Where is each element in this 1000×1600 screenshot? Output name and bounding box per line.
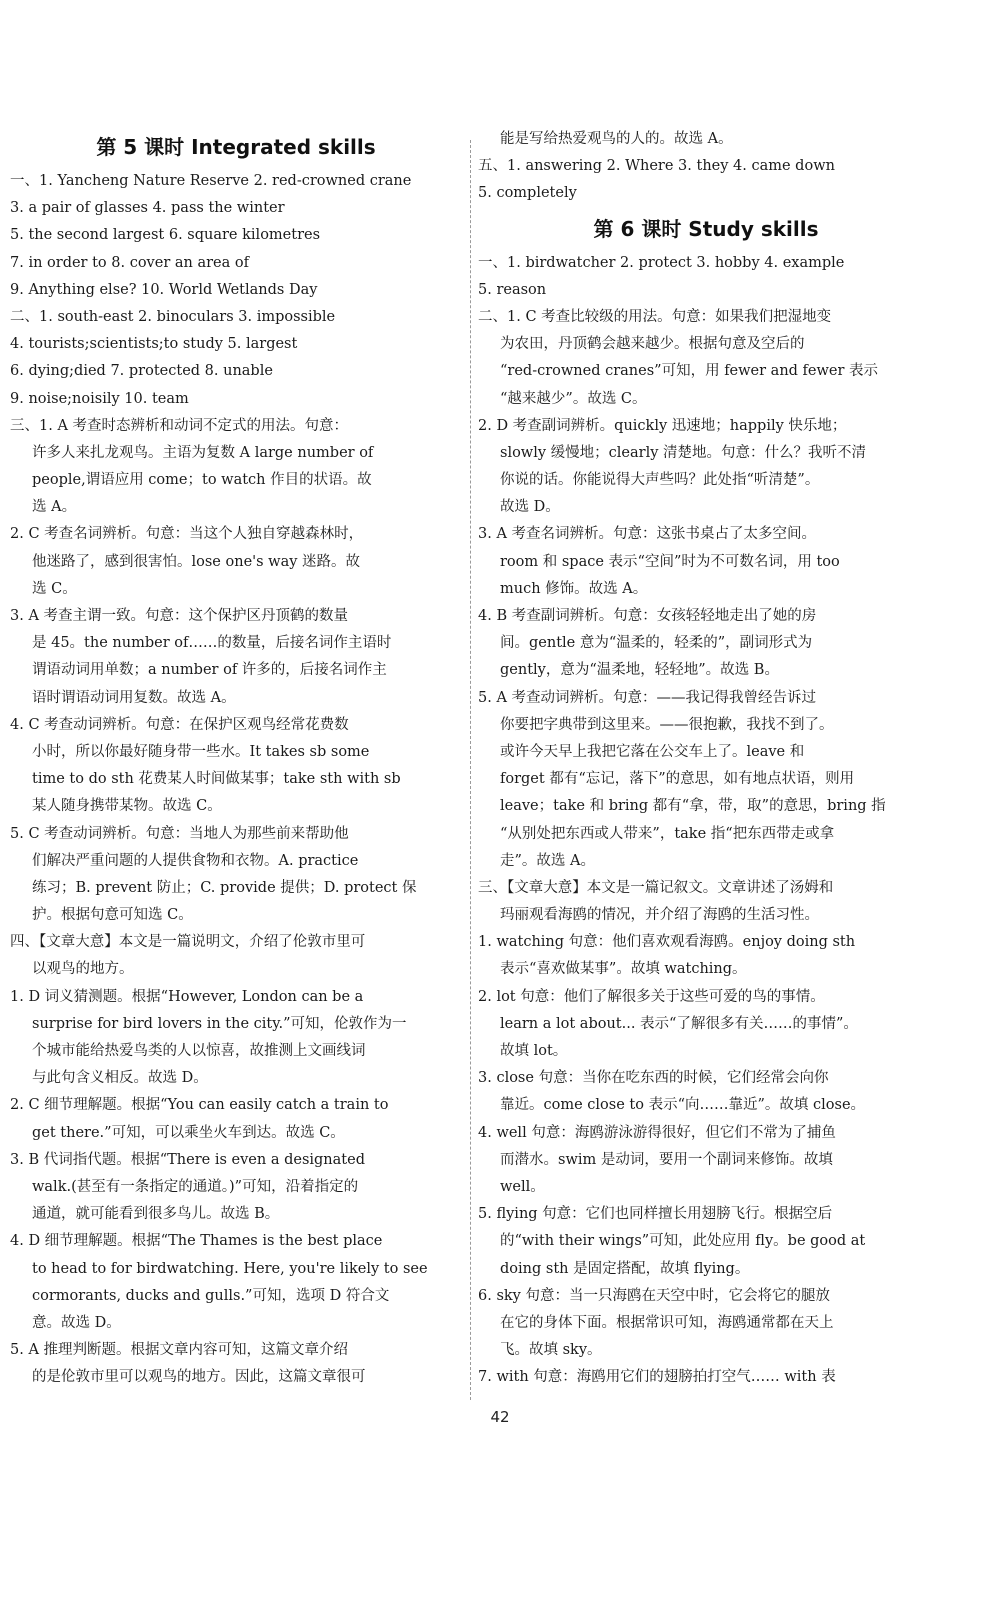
answer-line: 一、1. birdwatcher 2. protect 3. hobby 4. example <box>478 254 845 271</box>
answer-line: 或许今天早上我把它落在公交车上了。leave 和 <box>500 743 805 760</box>
answer-line: 练习；B. prevent 防止；C. provide 提供；D. protect 保 <box>32 879 417 896</box>
answer-line: 4. D 细节理解题。根据“The Thames is the best place <box>10 1233 383 1250</box>
answer-line: 故选 D。 <box>500 499 560 516</box>
answer-line: 而潜水。swim 是动词，要用一个副词来修饰。故填 <box>500 1151 833 1168</box>
answer-line: 是 45。the number of……的数量，后接名词作主语时 <box>32 635 392 652</box>
answer-line: 通道，就可能看到很多鸟儿。故选 B。 <box>32 1206 280 1223</box>
answer-line: 在它的身体下面。根据常识可知，海鸥通常都在天上 <box>500 1314 834 1331</box>
answer-line: 三、1. A 考查时态辨析和动词不定式的用法。句意： <box>10 417 349 434</box>
answer-line: 以观鸟的地方。 <box>32 961 134 978</box>
answer-line: 四、【文章大意】本文是一篇说明文，介绍了伦敦市里可 <box>10 934 366 951</box>
answer-line: 1. D 词义猜测题。根据“However, London can be a <box>10 988 364 1005</box>
answer-line: 4. tourists;scientists;to study 5. largest <box>10 336 298 353</box>
answer-line: 2. lot 句意：他们了解很多关于这些可爱的鸟的事情。 <box>478 988 825 1005</box>
answer-line: 三、【文章大意】本文是一篇记叙文。文章讲述了汤姆和 <box>478 879 834 896</box>
answer-line: 3. A 考查主谓一致。句意：这个保护区丹顶鹤的数量 <box>10 608 349 624</box>
answer-line: 小时，所以你最好随身带一些水。It takes sb some <box>32 743 370 760</box>
answer-line: 为农田，丹顶鹤会越来越少。根据句意及空后的 <box>500 336 805 353</box>
left-column <box>10 126 462 1391</box>
answer-line: 5. completely <box>478 185 577 202</box>
answer-line: 靠近。come close to 表示“向……靠近”。故填 close。 <box>500 1097 866 1114</box>
answer-line: 的“with their wings”可知，此处应用 fly。be good at <box>500 1233 866 1250</box>
right-answer-lines <box>478 250 934 1392</box>
page-number: 42 <box>490 1408 510 1426</box>
answer-line: much 修饰。故选 A。 <box>500 580 648 597</box>
answer-line: 能是写给热爱观鸟的人的。故选 A。 <box>500 131 733 147</box>
answer-line: get there.”可知，可以乘坐火车到达。故选 C。 <box>32 1124 345 1141</box>
answer-line: 9. Anything else? 10. World Wetlands Day <box>10 281 318 298</box>
answer-line: 许多人来扎龙观鸟。主语为复数 A large number of <box>32 444 374 461</box>
answer-line: 5. flying 句意：它们也同样擅长用翅膀飞行。根据空后 <box>478 1206 833 1223</box>
answer-line: leave；take 和 bring 都有“拿，带，取”的意思，bring 指 <box>500 798 886 815</box>
answer-line: 护。根据句意可知选 C。 <box>32 907 193 924</box>
answer-line: 7. with 句意：海鸥用它们的翅膀拍打空气…… with 表 <box>478 1369 836 1386</box>
answer-line: 1. watching 句意：他们喜欢观看海鸥。enjoy doing sth <box>478 934 856 951</box>
answer-line: 选 C。 <box>32 580 77 597</box>
answer-line: 2. C 细节理解题。根据“You can easily catch a train to <box>10 1097 389 1114</box>
answer-line: cormorants, ducks and gulls.”可知，选项 D 符合文 <box>32 1287 390 1304</box>
answer-line: 9. noise;noisily 10. team <box>10 390 189 407</box>
answer-line: forget 都有“忘记，落下”的意思，如有地点状语，则用 <box>500 771 855 788</box>
answer-line: 5. A 推理判断题。根据文章内容可知，这篇文章介绍 <box>10 1342 349 1359</box>
answer-line: 3. A 考查名词辨析。句意：这张书桌占了太多空间。 <box>478 526 817 543</box>
answer-line: 3. a pair of glasses 4. pass the winter <box>10 200 285 217</box>
answer-line: 3. B 代词指代题。根据“There is even a designated <box>10 1151 365 1168</box>
answer-line: 7. in order to 8. cover an area of <box>10 254 249 271</box>
answer-line: 二、1. C 考查比较级的用法。句意：如果我们把湿地变 <box>478 308 832 325</box>
answer-line: room 和 space 表示“空间”时为不可数名词，用 too <box>500 553 840 570</box>
answer-line: 4. B 考查副词辨析。句意：女孩轻轻地走出了她的房 <box>478 608 817 624</box>
answer-line: “从别处把东西或人带来”，take 指“把东西带走或拿 <box>500 825 835 842</box>
lesson-6-heading: 第 6 课时 Study skills <box>593 216 819 241</box>
answer-line: time to do sth 花费某人时间做某事；take sth with sb <box>32 771 401 788</box>
left-answer-lines <box>10 168 462 1391</box>
answer-line: 五、1. answering 2. Where 3. they 4. came down <box>478 158 835 175</box>
answer-line: gently，意为“温柔地，轻轻地”。故选 B。 <box>500 662 779 679</box>
answer-line: 2. D 考查副词辨析。quickly 迅速地；happily 快乐地； <box>478 417 847 434</box>
answer-line: 你说的话。你能说得大声些吗？此处指“听清楚”。 <box>500 472 820 489</box>
answer-line: 5. the second largest 6. square kilometres <box>10 227 321 244</box>
answer-line: 表示“喜欢做某事”。故填 watching。 <box>500 961 747 978</box>
watermark-logo <box>790 1522 990 1594</box>
answer-line: 语时谓语动词用复数。故选 A。 <box>32 689 236 706</box>
answer-line: 飞。故填 sky。 <box>500 1342 602 1359</box>
answer-line: learn a lot about... 表示“了解很多有关……的事情”。 <box>500 1015 858 1032</box>
answer-line: well。 <box>500 1178 545 1195</box>
answer-line: 间。gentle 意为“温柔的，轻柔的”，副词形式为 <box>500 635 813 652</box>
answer-line: 意。故选 D。 <box>32 1314 121 1331</box>
answer-line: 他迷路了，感到很害怕。lose one's way 迷路。故 <box>32 553 361 570</box>
answer-line: people,谓语应用 come；to watch 作目的状语。故 <box>32 472 372 489</box>
answer-line: 们解决严重问题的人提供食物和衣物。A. practice <box>32 852 359 869</box>
answer-line: 走”。故选 A。 <box>500 852 595 869</box>
answer-line: 二、1. south-east 2. binoculars 3. impossible <box>10 308 336 325</box>
answer-line: 4. C 考查动词辨析。句意：在保护区观鸟经常花费数 <box>10 716 349 733</box>
answer-line: “red-crowned cranes”可知，用 fewer and fewer 表示 <box>500 363 879 380</box>
answer-line: 5. A 考查动词辨析。句意：——我记得我曾经告诉过 <box>478 689 817 706</box>
answer-line: 玛丽观看海鸥的情况，并介绍了海鸥的生活习性。 <box>500 907 819 924</box>
lesson-5-heading: 第 5 课时 Integrated skills <box>96 135 376 159</box>
answer-line: 故填 lot。 <box>500 1043 568 1059</box>
answer-line: 6. dying;died 7. protected 8. unable <box>10 363 273 380</box>
answer-line: 5. reason <box>478 281 547 298</box>
answer-line: 一、1. Yancheng Nature Reserve 2. red-crowned crane <box>10 173 412 189</box>
answer-line: to head to for birdwatching. Here, you're likely to see <box>32 1260 428 1277</box>
answer-line: 个城市能给热爱鸟类的人以惊喜，故推测上文画线词 <box>32 1043 366 1059</box>
answer-line: 选 A。 <box>32 499 77 516</box>
answer-line: 与此句含义相反。故选 D。 <box>32 1070 208 1087</box>
answer-line: 你要把字典带到这里来。——很抱歉，我找不到了。 <box>500 716 834 733</box>
right-column <box>478 126 934 1391</box>
answer-line: 5. C 考查动词辨析。句意：当地人为那些前来帮助他 <box>10 825 349 842</box>
answer-line: walk.(甚至有一条指定的通道。)”可知，沿着指定的 <box>32 1178 359 1195</box>
column-divider <box>470 140 471 1400</box>
answer-line: 谓语动词用单数；a number of 许多的，后接名词作主 <box>32 662 387 679</box>
answer-line: 6. sky 句意：当一只海鸥在天空中时，它会将它的腿放 <box>478 1287 830 1304</box>
answer-line: doing sth 是固定搭配，故填 flying。 <box>500 1260 750 1277</box>
answer-line: 某人随身携带某物。故选 C。 <box>32 798 222 815</box>
answer-line: slowly 缓慢地；clearly 清楚地。句意：什么？我听不清 <box>500 444 867 461</box>
answer-line: 的是伦敦市里可以观鸟的地方。因此，这篇文章很可 <box>32 1369 366 1386</box>
answer-line: surprise for bird lovers in the city.”可知，伦敦作为一 <box>32 1015 407 1032</box>
answer-line: “越来越少”。故选 C。 <box>500 390 647 407</box>
answer-line: 2. C 考查名词辨析。句意：当这个人独自穿越森林时， <box>10 526 364 543</box>
answer-line: 3. close 句意：当你在吃东西的时候，它们经常会向你 <box>478 1070 829 1087</box>
answer-line: 4. well 句意：海鸥游泳游得很好，但它们不常为了捕鱼 <box>478 1124 836 1141</box>
right-continuation-lines <box>478 126 934 208</box>
